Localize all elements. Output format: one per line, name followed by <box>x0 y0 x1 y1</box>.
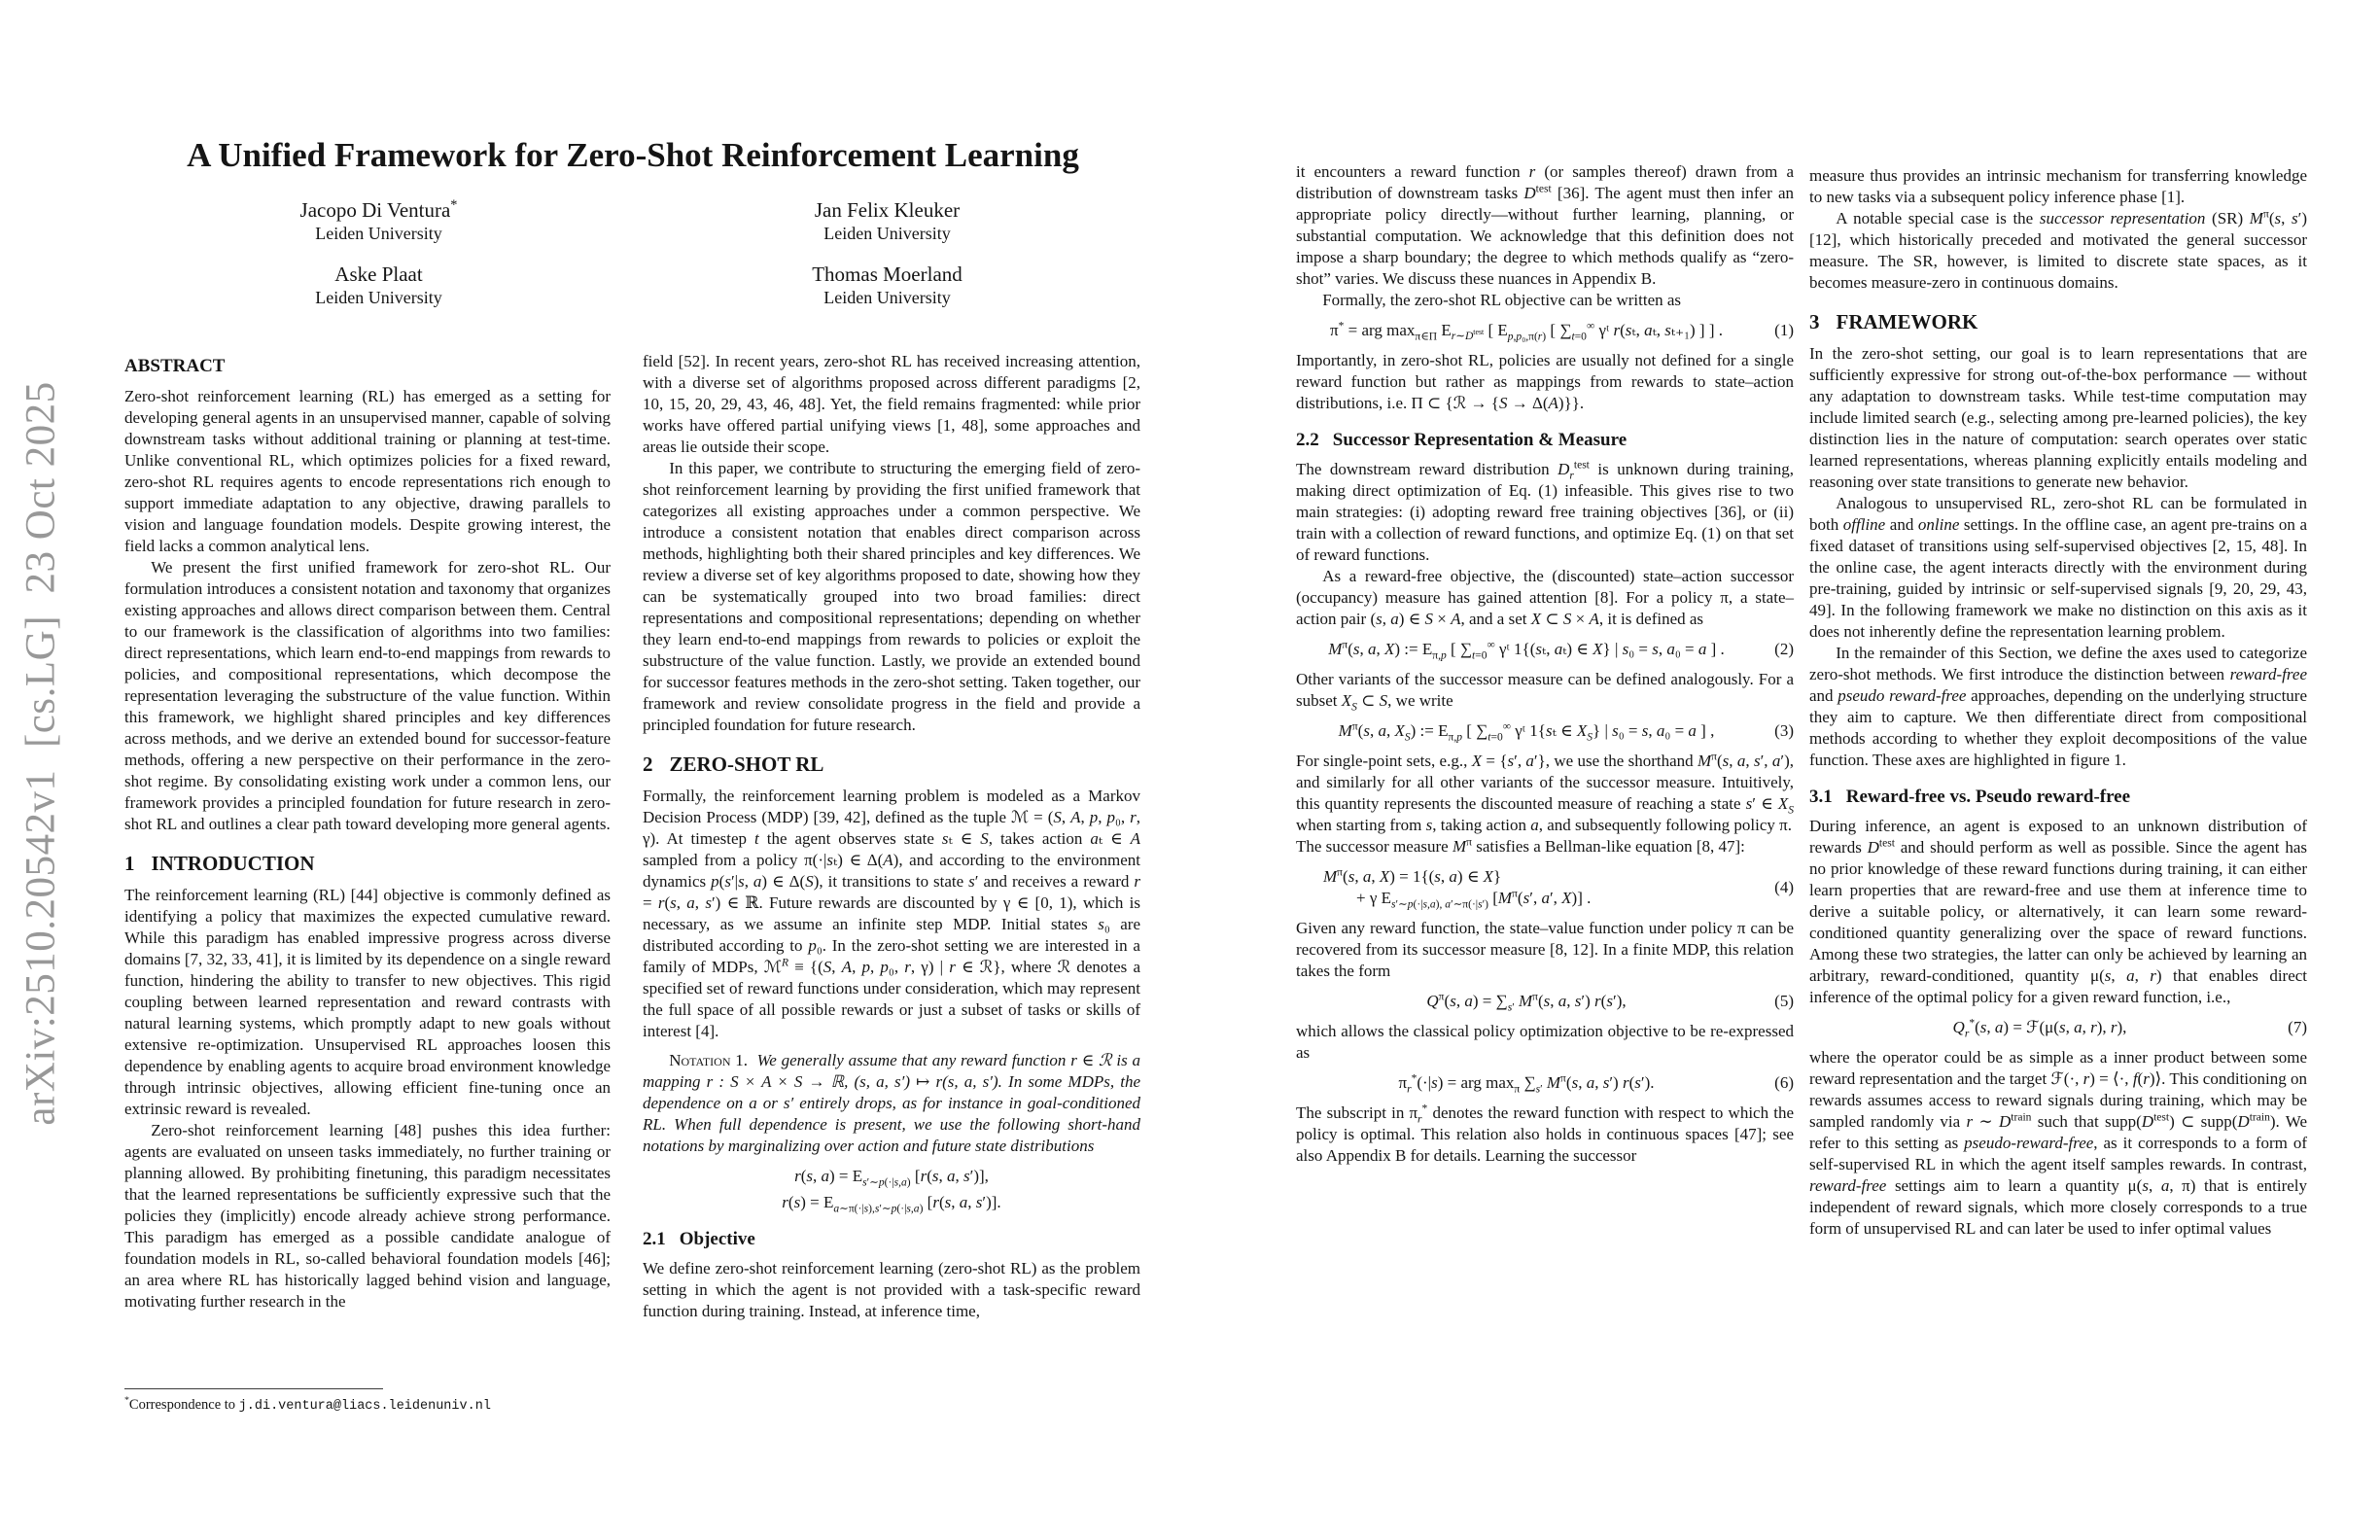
author-name: Jacopo Di Ventura* <box>299 197 458 222</box>
paragraph: where the operator could be as simple as a inner product between some reward representation and the target ℱ(·, r) = ⟨·, f(r)⟩. This conditioning on rewards assumes access to reward signals during training, which may be sampled randomly via r ∼ $D^{train}$ such that $supp(D^{test})$ ⊂ $supp(D^{train})$. We refer to this setting as pseudo-reward-free, as it corresponds to a form of self-supervised RL in which the agent itself samples rewards. In contrast, reward-free settings aim to learn a quantity μ(s, a, π) that is entirely independent of reward signals, which more closely corresponds to a true form of unsupervised RL and can later be used to infer optimal values <box>1809 1048 2308 1238</box>
equation-body: r(s, $a) = E_{s'\sim p(\cdot|s,a)}$ [r(s, a, s′)], <box>794 1167 989 1189</box>
page-title: A Unified Framework for Zero-Shot Reinforcement Learning <box>187 136 1079 174</box>
section-title: FRAMEWORK <box>1836 310 1978 333</box>
paragraph: it encounters a reward function r (or samples thereof) drawn from a distribution of downstream tasks $D^{test}$ [36]. The agent must then infer an appropriate policy directly—without further learning, planning, or substantial computation. We acknowledge that this definition does not impose a sharp boundary; the degree to which methods qualify as “zero-shot” varies. We discuss these nuances in Appendix B. <box>1296 162 1794 288</box>
notation-text: We generally assume that any reward function r ∈ ℛ is a mapping r : S × A × S → ℝ, (s, a, s′) ↦ r(s, a, s′). In some MDPs, the dependence on a or s′ entirely drops, as for instance in goal-conditioned RL. When full dependence is present, we use the following short-hand notations by marginalizing over action and future state distributions <box>643 1051 1141 1155</box>
section-heading-objective <box>643 1228 1140 1250</box>
author <box>124 198 633 244</box>
equation-rs <box>643 1192 1140 1213</box>
paragraph: We define zero-shot reinforcement learning (zero-shot RL) as the problem setting in which the agent is not provided with a task-specific reward function during training. Instead, at inference time, <box>643 1259 1140 1320</box>
section-heading-zero-shot-rl <box>643 752 1140 777</box>
author-affiliation: Leiden University <box>823 288 951 307</box>
paragraph: The reinforcement learning (RL) [44] objective is commonly defined as identifying a policy that maximizes the expected cumulative reward. While this paradigm has enabled impressive progress across diverse domains [7, 32, 33, 41], it is limited by its dependence on a single reward function, hindering the ability to transfer to new objectives. This rigid coupling between learned representation and reward contrasts with natural learning systems, which promptly adapt to new goals without extensive re-optimization. Unsupervised RL approaches loosen this dependence by enabling agents to acquire broad environment knowledge through intrinsic objectives, allowing efficient fine-tuning once an extrinsic reward is revealed. <box>124 886 611 1118</box>
equation-body: $Q_r^*(s$, a) = ℱ(μ(s, a, r), r), <box>1952 1016 2127 1040</box>
paragraph: In this paper, we contribute to structuring the emerging field of zero-shot reinforcement learning by providing the first unified framework that categorizes all existing approaches under a common perspective. We introduce a consistent notation that enables direct comparison across methods, highlighting both their shared principles and key differences. We review a diverse set of key algorithms proposed to date, showing how they can be systematically grouped into two broad families: direct representations and compositional representations; depending on whether they learn end-to-end mappings from rewards to policies or exploit the substructure of the value function. Lastly, we provide an extended bound for successor features methods in the zero-shot setting. Taken together, our framework and review consolidate progress in the field and provide a principled foundation for future research. <box>643 459 1140 734</box>
paragraph: field [52]. In recent years, zero-shot RL has received increasing attention, with a diverse set of algorithms proposed across different paradigms [2, 10, 15, 20, 29, 43, 46, 48]. Yet, the field remains fragmented: while prior works have offered partial unifying views [1, 48], some approaches and areas lie outside their scope. <box>643 352 1140 456</box>
author-affiliation: Leiden University <box>315 288 442 307</box>
author-affiliation: Leiden University <box>315 224 442 243</box>
paragraph: As a reward-free objective, the (discounted) state–action successor (occupancy) measure has gained attention [8]. For a policy π, a state–action pair (s, a) ∈ S × A, and a set X ⊂ S × A, it is defined as <box>1296 567 1794 628</box>
equation-number: (7) <box>2288 1018 2307 1036</box>
paragraph: Given any reward function, the state–value function under policy π can be recovered from its successor measure [8, 12]. In a finite MDP, this relation takes the form <box>1296 919 1794 980</box>
footnote-text: *Correspondence to <box>124 1395 239 1413</box>
section-title: INTRODUCTION <box>151 852 315 875</box>
equation-4 <box>1296 866 1794 909</box>
section-title: Successor Representation & Measure <box>1332 430 1628 450</box>
correspondence-email: j.di.ventura@liacs.leidenuniv.nl <box>238 1399 491 1414</box>
author-name: Thomas Moerland <box>812 262 962 286</box>
section-title: ZERO-SHOT RL <box>669 752 824 776</box>
footnote-rule <box>124 1388 383 1389</box>
paragraph: Formally, the reinforcement learning problem is modeled as a Markov Decision Process (MDP) [39, 42], defined as the tuple ℳ = (S, A, p, p₀, r, γ). At timestep t the agent observes state sₜ ∈ S, takes action aₜ ∈ A sampled from a policy π(·|sₜ) ∈ Δ(A), and according to the environment dynamics p(s′|s, a) ∈ Δ(S), it transitions to state s′ and receives a reward r = r(s, a, s′) ∈ ℝ. Future rewards are discounted by γ ∈ [0, 1), which is necessary, as we assume an infinite step MDP. Initial states s₀ are distributed according to p₀. In the zero-shot setting we are interested in a family of MDPs, ℳ$^R$ ≡ {(S, A, p, p₀, r, γ) | r ∈ ℛ}, where ℛ denotes a specified set of reward functions under consideration, which may represent the full space of all possible rewards or just a subset of tasks or skills of interest [4]. <box>643 787 1141 1040</box>
footnote <box>124 1388 611 1416</box>
equation-body: π* = arg $\max_{\pi\in\Pi} E_{r\sim D^{test}}$ [ $E_{p,p_0,\pi(r)}$ [ $\sum_{t=0}^\infty$ γᵗ r(sₜ, aₜ, sₜ₊₁) ] ] . <box>1330 319 1723 343</box>
column-4 <box>1809 165 2307 1240</box>
paragraph: which allows the classical policy optimization objective to be re-expressed as <box>1296 1022 1794 1062</box>
author <box>633 262 1141 308</box>
equation-body: $M^\pi(s$, a, X) = 1{(s, a) ∈ X} + γ $E_{s'\sim p(\cdot|s,a), a'\sim\pi(\cdot|s')}$ [$M^\pi(s'$, a′, X)] . <box>1323 865 1592 911</box>
equation-body: $\pi_r^*(\cdot|s)$ = arg $\max_\pi \sum_{s'}$ $M^\pi(s$, a, s′) r(s′). <box>1398 1071 1655 1096</box>
equation-6 <box>1296 1072 1794 1094</box>
paragraph: Zero-shot reinforcement learning (RL) has emerged as a setting for developing general agents in an unsupervised manner, capable of solving downstream tasks without additional training or planning at test-time. Unlike conventional RL, which optimizes policies for a fixed reward, zero-shot RL requires agents to encode representations rich enough to support immediate adaptation to any objective, drawing parallels to vision and language foundation models. Despite growing interest, the field lacks a common analytical lens. <box>124 387 611 555</box>
equation-rsa <box>643 1166 1140 1187</box>
paragraph: Other variants of the successor measure can be defined analogously. For a subset $X_S$ ⊂ S, we write <box>1296 670 1794 714</box>
section-number: 2.1 <box>643 1229 666 1249</box>
column-1 <box>124 356 611 1312</box>
equation-number: (2) <box>1774 640 1794 658</box>
column-2 <box>643 351 1140 1322</box>
paragraph: Importantly, in zero-shot RL, policies are usually not defined for a single reward function but rather as mappings from rewards to state–action distributions, i.e. Π ⊂ {ℛ → {S → Δ(A)}}. <box>1296 351 1794 412</box>
paragraph: In the zero-shot setting, our goal is to learn representations that are sufficiently expressive for strong out-of-the-box performance — without any adaptation to downstream tasks. While test-time computation may include limited search (e.g., selecting among pre-learned policies), the key distinction lies in the nature of computation: search operates over static learned representations, whereas planning explicitly entails modeling and reasoning over state transitions to generate new behavior. <box>1809 344 2307 491</box>
author-affiliation: Leiden University <box>823 224 951 243</box>
notation-paragraph <box>643 1050 1140 1157</box>
equation-number: (3) <box>1774 721 1794 740</box>
paragraph: Analogous to unsupervised RL, zero-shot RL can be formulated in both offline and online settings. In the offline case, an agent pre-trains on a fixed dataset of transitions using self-supervised objectives [2, 15, 48]. In the online case, the agent interacts directly with the environment during pre-training, guided by intrinsic or self-supervised signals [9, 20, 29, 43, 49]. In the following framework we make no distinction on this axis as it does not inherently define the representation learning problem. <box>1809 494 2307 641</box>
section-heading-framework <box>1809 310 2307 334</box>
paragraph: A notable special case is the successor representation (SR) $M^\pi(s$, s′) [12], which historically preceded and motivated the general successor measure. The SR, however, is limited to discrete state spaces, as it becomes measure-zero in continuous domains. <box>1809 207 2307 292</box>
section-heading-introduction <box>124 852 611 876</box>
author-name: Aske Plaat <box>334 262 423 286</box>
arxiv-watermark: arXiv:2510.20542v1 [cs.LG] 23 Oct 2025 <box>18 381 64 1126</box>
section-number: 3 <box>1809 310 1820 333</box>
equation-number: (1) <box>1774 321 1794 339</box>
paragraph: The successor measure $M^\pi$ satisfies a Bellman-like equation [8, 47]: <box>1296 835 1745 856</box>
title-block <box>124 136 1141 308</box>
equation-number: (5) <box>1774 992 1794 1010</box>
authors <box>124 198 1141 308</box>
section-heading-reward-free <box>1809 786 2307 808</box>
equation-1 <box>1296 320 1794 341</box>
paragraph: measure thus provides an intrinsic mechanism for transferring knowledge to new tasks via a subsequent policy inference phase [1]. <box>1809 166 2307 206</box>
column-3 <box>1296 161 1794 1167</box>
paragraph: For single-point sets, e.g., X = {s′, a′}, we use the shorthand $M^\pi(s$, a, s′, a′), and similarly for all other variants of the successor measure. Intuitively, this quantity represents the discounted measure of reaching a state s′ ∈ $X_S$ when starting from s, taking action a, and subsequently following policy π. <box>1296 750 1794 834</box>
paragraph: The downstream reward distribution $D_r^{test}$ is unknown during training, making direct optimization of Eq. (1) infeasible. This gives rise to two main strategies: (i) adopting reward free training objectives [36], or (ii) train with a collection of reward functions, and optimize Eq. (1) on that set of reward functions. <box>1296 458 1794 564</box>
equation-body: $r(s) = E_{a\sim\pi(\cdot|s),s'\sim p(\cdot|s,a)}$ [r(s, a, s′)]. <box>782 1193 1001 1215</box>
equation-body: $M^\pi(s$, a, X) := $E_{\pi,p}$ [ $\sum_{t=0}^\infty$ γᵗ 1{(sₜ, aₜ) ∈ X} | s₀ = s, a₀ = a ] . <box>1328 638 1725 662</box>
author <box>633 198 1141 244</box>
abstract-heading: ABSTRACT <box>124 356 226 376</box>
equation-5 <box>1296 991 1794 1012</box>
paragraph: Formally, the zero-shot RL objective can be written as <box>1322 291 1682 309</box>
paragraph: We present the first unified framework for zero-shot RL. Our formulation introduces a consistent notation and taxonomy that organizes existing approaches and allows direct comparison between them. Central to our framework is the classification of algorithms into two families: direct representations, which learn end-to-end mappings from rewards to policies, and compositional representations, which decompose the representation leveraging the substructure of the value function. Within this framework, we highlight shared principles and key differences across methods, and we derive an extended bound for successor-feature methods, offering a new perspective on their performance in the zero-shot regime. By consolidating existing work under a common lens, our framework provides a principled foundation for future research in zero-shot RL and outlines a clear path toward developing more general agents. <box>124 558 611 833</box>
equation-body: $M^\pi(s$, a, $X_S$) := $E_{\pi,p}$ [ $\sum_{t=0}^\infty$ γᵗ 1{sₜ ∈ $X_S$} | s₀ = s, a₀ = a ] , <box>1338 719 1715 744</box>
author <box>124 262 633 308</box>
equation-number: (4) <box>1774 878 1794 896</box>
notation-label: Notation 1. <box>669 1051 749 1069</box>
author-name: Jan Felix Kleuker <box>814 198 961 222</box>
section-heading-successor <box>1296 429 1794 451</box>
equation-7 <box>1809 1017 2307 1038</box>
section-title: Objective <box>679 1229 755 1249</box>
section-number: 2.2 <box>1296 430 1319 450</box>
paragraph: The subscript in $\pi_r^*$ denotes the reward function with respect to which the policy is optimal. This relation also holds in continuous spaces [47]; see also Appendix B for details. Learning the successor <box>1296 1102 1795 1165</box>
equation-number: (6) <box>1774 1073 1794 1092</box>
equation-body: $Q^\pi(s$, $a) = \sum_{s'}$ $M^\pi(s$, a, s′) r(s′), <box>1426 990 1627 1014</box>
section-number: 2 <box>643 752 653 776</box>
equation-2 <box>1296 639 1794 660</box>
paragraph: Zero-shot reinforcement learning [48] pushes this idea further: agents are evaluated on unseen tasks immediately, no further training or planning allowed. By prohibiting finetuning, this paradigm necessitates that the learned representations be sufficiently expressive such that the policies they (implicitly) encode already achieve strong performance. This paradigm has emerged as a possible candidate analogue of foundation models in RL, so-called behavioral foundation models [46]; an area where RL has historically lagged behind vision and language, motivating further research in the <box>124 1121 611 1311</box>
paragraph: In the remainder of this Section, we define the axes used to categorize zero-shot methods. We first introduce the distinction between reward-free and pseudo reward-free approaches, depending on the underlying structure they aim to capture. We then differentiate direct from compositional methods according to whether they exploit decompositions of the value function. These axes are highlighted in figure 1. <box>1809 644 2308 769</box>
section-title: Reward-free vs. Pseudo reward-free <box>1845 787 2131 807</box>
paragraph: During inference, an agent is exposed to an unknown distribution of rewards $D^{test}$ and should perform as well as possible. Since the agent has no prior knowledge of these reward functions during training, it can either learn properties that are reward-free and use them at inference time to derive a suitable policy, or alternatively, it can learn some reward-conditioned quantity generalizing over the space of reward functions. Among these two strategies, the latter can only be achieved by learning an arbitrary, reward-conditioned, quantity μ(s, a, r) that enables direct inference of the optimal policy for a given reward function, i.e., <box>1809 817 2308 1006</box>
equation-3 <box>1296 720 1794 742</box>
section-number: 3.1 <box>1809 787 1833 807</box>
section-number: 1 <box>124 852 135 875</box>
